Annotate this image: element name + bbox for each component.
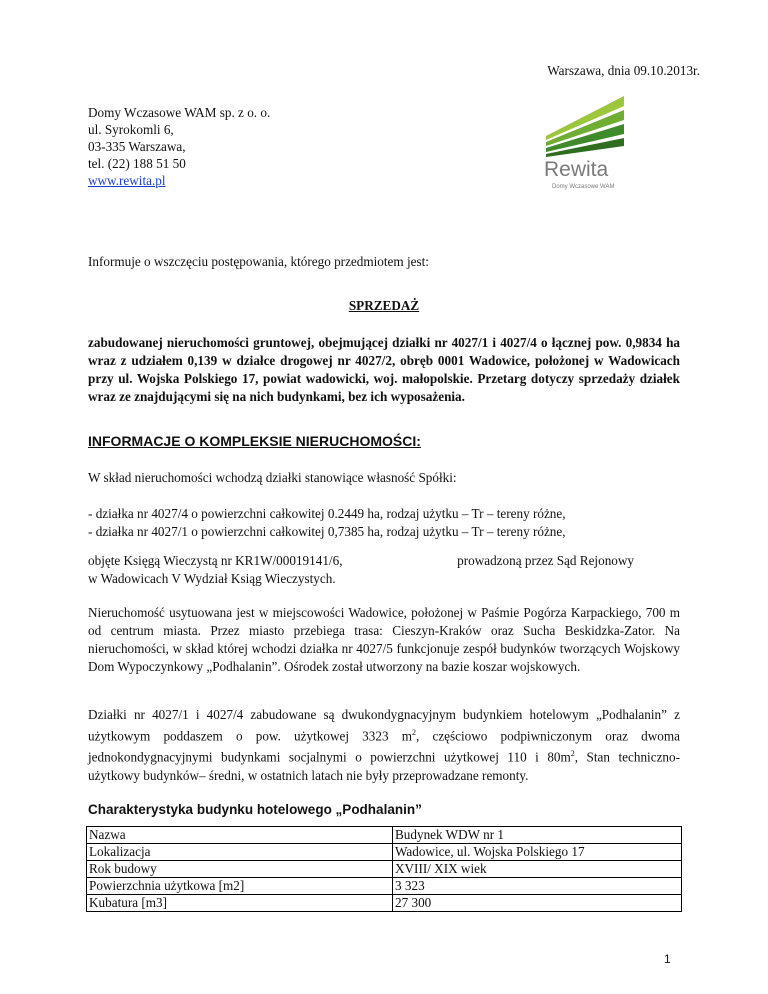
sender-phone: tel. (22) 188 51 50 [88,156,186,171]
table-label: Kubatura [m3] [87,895,393,912]
table-value: 27 300 [393,895,682,912]
land-register-left: objęte Księgą Wieczystą nr KR1W/00019141/6, [88,553,343,568]
page-number: 1 [664,952,671,966]
buildings-text-2: , częściowo podpiwniczonym oraz dwoma jednokondygnacyjnymi budynkami socjalnymi o powierzchni użytkowej 110 i 80m [88,728,680,765]
table-row [87,844,682,861]
table-value: Wadowice, ul. Wojska Polskiego 17 [393,844,682,861]
table-label: Nazwa [87,827,393,844]
table-value: XVIII/ XIX wiek [393,861,682,878]
buildings-text-1: Działki nr 4027/1 i 4027/4 zabudowane są dwukondygnacyjnym budynkiem hotelowym „Podhalanin” z użytkowym poddaszem o pow. użytkowej 3323 m [88,707,680,744]
building-characteristics-table [86,826,682,912]
land-register-paragraph [88,552,680,588]
location-paragraph: Nieruchomość usytuowana jest w miejscowości Wadowice, położonej w Paśmie Pogórza Karpackiego, 700 m od centrum miasta. Przez miasto przebiega trasa: Cieszyn-Kraków oraz Sucha Beskidzka-Zator. Na nieruchomości, w skład której wchodzi działka nr 4027/5 funkcjonuje zespół budynków tworzących Wojskowy Dom Wypoczynkowy „Podhalanin”. Ośrodek został utworzony na bazie koszar wojskowych. [88,605,680,674]
logo-graphic [522,88,644,194]
table-label: Powierzchnia użytkowa [m2] [87,878,393,895]
table-label: Lokalizacja [87,844,393,861]
table-row [87,878,682,895]
sender-company: Domy Wczasowe WAM sp. z o. o. [88,105,271,120]
plot-item: - działka nr 4027/1 o powierzchni całkowitej 0,7385 ha, rodzaj użytku – Tr – tereny różne, [88,524,566,539]
land-register-right: prowadzoną przez Sąd Rejonowy [457,553,634,568]
logo-tagline: Domy Wczasowe WAM [552,184,615,190]
superscript: 2 [570,749,575,759]
buildings-paragraph [88,706,680,785]
sale-heading: SPRZEDAŻ [348,298,420,313]
table-value: 3 323 [393,878,682,895]
table-label: Rok budowy [87,861,393,878]
rewita-logo [522,88,644,194]
section-title: INFORMACJE O KOMPLEKSIE NIERUCHOMOŚCI: [88,433,421,449]
sale-description: zabudowanej nieruchomości gruntowej, obejmującej działki nr 4027/1 i 4027/4 o łącznej pow. 0,9834 ha wraz z udziałem 0,139 w działce drogowej nr 4027/2, obręb 0001 Wadowice, położonej w Wadowicach przy ul. Wojska Polskiego 17, powiat wadowicki, woj. małopolskie. Przetarg dotyczy sprzedaży działek wraz ze znajdującymi się na nich budynkami, bez ich wyposażenia. [88,335,680,404]
land-register-line2: w Wadowicach V Wydział Ksiąg Wieczystych. [88,571,336,586]
plots-list [88,505,680,541]
superscript: 2 [411,728,416,737]
sender-city: 03-335 Warszawa, [88,139,186,154]
ownership-paragraph: W skład nieruchomości wchodzą działki stanowiące własność Spółki: [88,470,457,485]
document-date: Warszawa, dnia 09.10.2013r. [547,63,700,78]
table-value: Budynek WDW nr 1 [393,827,682,844]
buildings-text-3: , Stan techniczno-użytkowy budynków– średni, w ostatnich latach nie były przeprowadzane remonty. [88,749,680,783]
sender-street: ul. Syrokomli 6, [88,122,174,137]
table-row [87,861,682,878]
plot-item: - działka nr 4027/4 o powierzchni całkowitej 0.2449 ha, rodzaj użytku – Tr – tereny różne, [88,506,566,521]
logo-brand-text: Rewita [544,158,609,181]
website-link[interactable]: www.rewita.pl [88,173,166,188]
table-title: Charakterystyka budynku hotelowego „Podhalanin” [88,802,422,817]
sender-address [88,104,270,189]
intro-sentence: Informuje o wszczęciu postępowania, którego przedmiotem jest: [88,254,429,269]
table-row [87,827,682,844]
table-row [87,895,682,912]
